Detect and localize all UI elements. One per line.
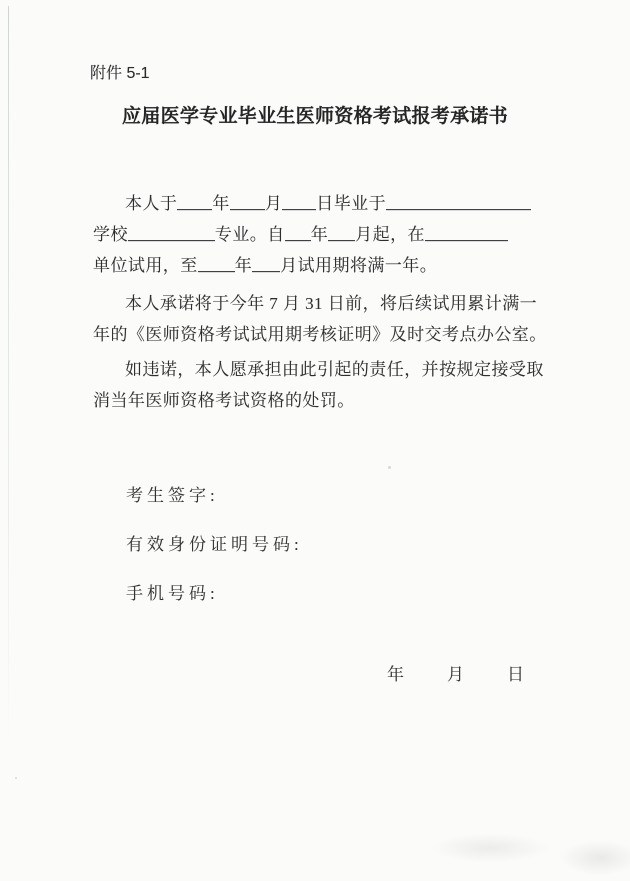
text-run: 年 [234,256,253,275]
attachment-label: 附件 5-1 [90,65,150,82]
date-line [0,660,630,684]
fill-in-blank [252,268,280,272]
text-run: 专业。自 [214,225,285,244]
text-run: 年的《医师资格考试试用期考核证明》及时交考点办公室。 [93,325,547,344]
text-run: 年 [310,225,329,244]
text-run: 如违诺，本人愿承担由此引起的责任，并按规定接受取 [125,360,544,379]
text-run: 本人于 [125,194,178,213]
mobile-number-label: 手机号码: [126,584,219,603]
fill-in-blank [328,237,355,241]
text-run: 月起，在 [355,225,425,244]
body-line [93,354,544,385]
text-run: 单位试用，至 [93,256,198,275]
paragraph [93,354,544,416]
paragraph [93,288,547,350]
body-line [93,319,547,350]
scan-artifact-smudge [560,840,630,876]
fill-in-blank [177,206,212,210]
text-run: 年 [212,194,230,213]
scan-artifact-speck [388,466,391,469]
date-year-label: 年 [387,665,404,684]
scan-artifact-speck [15,777,17,779]
scan-artifact-smudge [430,833,550,863]
body-line [93,250,533,281]
date-month-label: 月 [447,665,464,684]
fill-in-blank [198,268,235,272]
paragraph [93,188,533,281]
text-run: 消当年医师资格考试资格的处罚。 [93,391,355,410]
candidate-signature-label: 考生签字: [126,486,219,505]
fill-in-blank [230,206,265,210]
fill-in-blank [386,206,531,210]
text-run: 月 [264,194,283,213]
text-run: 月试用期将满一年。 [280,256,438,275]
signature-block [126,486,303,633]
fill-in-blank [282,206,316,210]
fill-in-blank [128,237,215,241]
text-run: 日毕业于 [316,194,387,213]
body-line [93,288,538,319]
body-paragraphs [93,188,547,416]
body-line [93,219,533,250]
text-run: 本人承诺将于今年 7 月 31 日前，将后续试用累计满一 [125,294,538,313]
page-title: 应届医学专业毕业生医师资格考试报考承诺书 [121,106,508,127]
text-run: 学校 [93,225,128,244]
fill-in-blank [285,237,311,241]
fill-in-blank [425,237,508,241]
date-day-label: 日 [507,665,524,684]
body-line [93,188,533,219]
id-number-label: 有效身份证明号码: [126,535,303,554]
body-line [93,385,533,416]
